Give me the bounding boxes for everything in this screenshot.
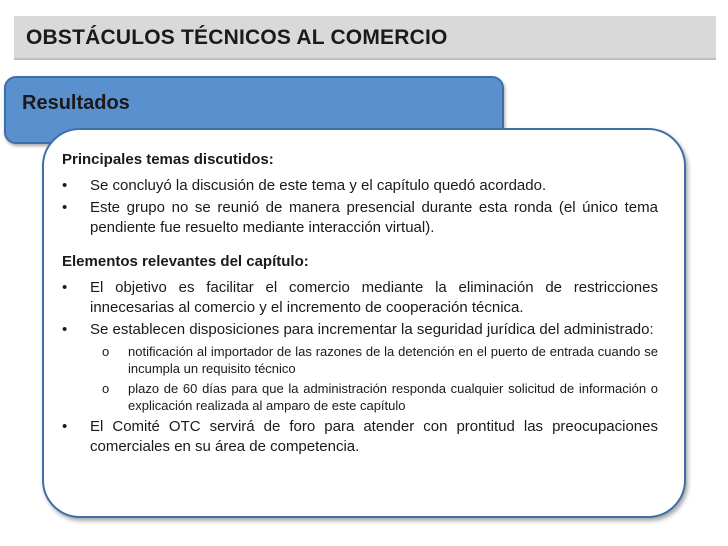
bullet-icon: • xyxy=(62,418,68,435)
section-title: Resultados xyxy=(22,92,130,114)
sub-bullet-icon: o xyxy=(102,344,110,359)
bullet-icon: • xyxy=(62,199,68,216)
topics-list xyxy=(62,176,658,238)
element-text: El Comité OTC servirá de foro para atender con prontitud las preocupaciones comerciales en su área de competencia. xyxy=(90,418,658,455)
sub-list-item xyxy=(90,343,658,377)
topics-heading: Principales temas discutidos: xyxy=(62,151,274,168)
sub-list-item xyxy=(90,380,658,414)
title-bar xyxy=(14,16,716,60)
element-text: Se establecen disposiciones para incrementar la seguridad jurídica del administrado: xyxy=(90,321,654,338)
list-item xyxy=(62,176,658,196)
list-item xyxy=(62,320,658,414)
sub-item-text: notificación al importador de las razones de la detención en el puerto de entrada cuando se incumpla un requisito técnico xyxy=(128,344,658,376)
bullet-icon: • xyxy=(62,279,68,296)
topic-text: Se concluyó la discusión de este tema y el capítulo quedó acordado. xyxy=(90,177,547,194)
sub-list xyxy=(90,343,658,414)
page-title: OBSTÁCULOS TÉCNICOS AL COMERCIO xyxy=(26,26,448,49)
sub-item-text: plazo de 60 días para que la administración responda cualquier solicitud de información o explicación realizada al amparo de este capítulo xyxy=(128,381,658,413)
list-item xyxy=(62,198,658,238)
content-body xyxy=(62,150,658,459)
elements-heading: Elementos relevantes del capítulo: xyxy=(62,253,309,270)
element-text: El objetivo es facilitar el comercio mediante la eliminación de restricciones innecesarias al comercio y el incremento de cooperación técnica. xyxy=(90,279,658,316)
elements-list xyxy=(62,278,658,457)
list-item xyxy=(62,278,658,318)
list-item xyxy=(62,417,658,457)
bullet-icon: • xyxy=(62,321,68,338)
bullet-icon: • xyxy=(62,177,68,194)
sub-bullet-icon: o xyxy=(102,381,110,396)
topic-text: Este grupo no se reunió de manera presencial durante esta ronda (el único tema pendiente fue resuelto mediante interacción virtual). xyxy=(90,199,658,236)
